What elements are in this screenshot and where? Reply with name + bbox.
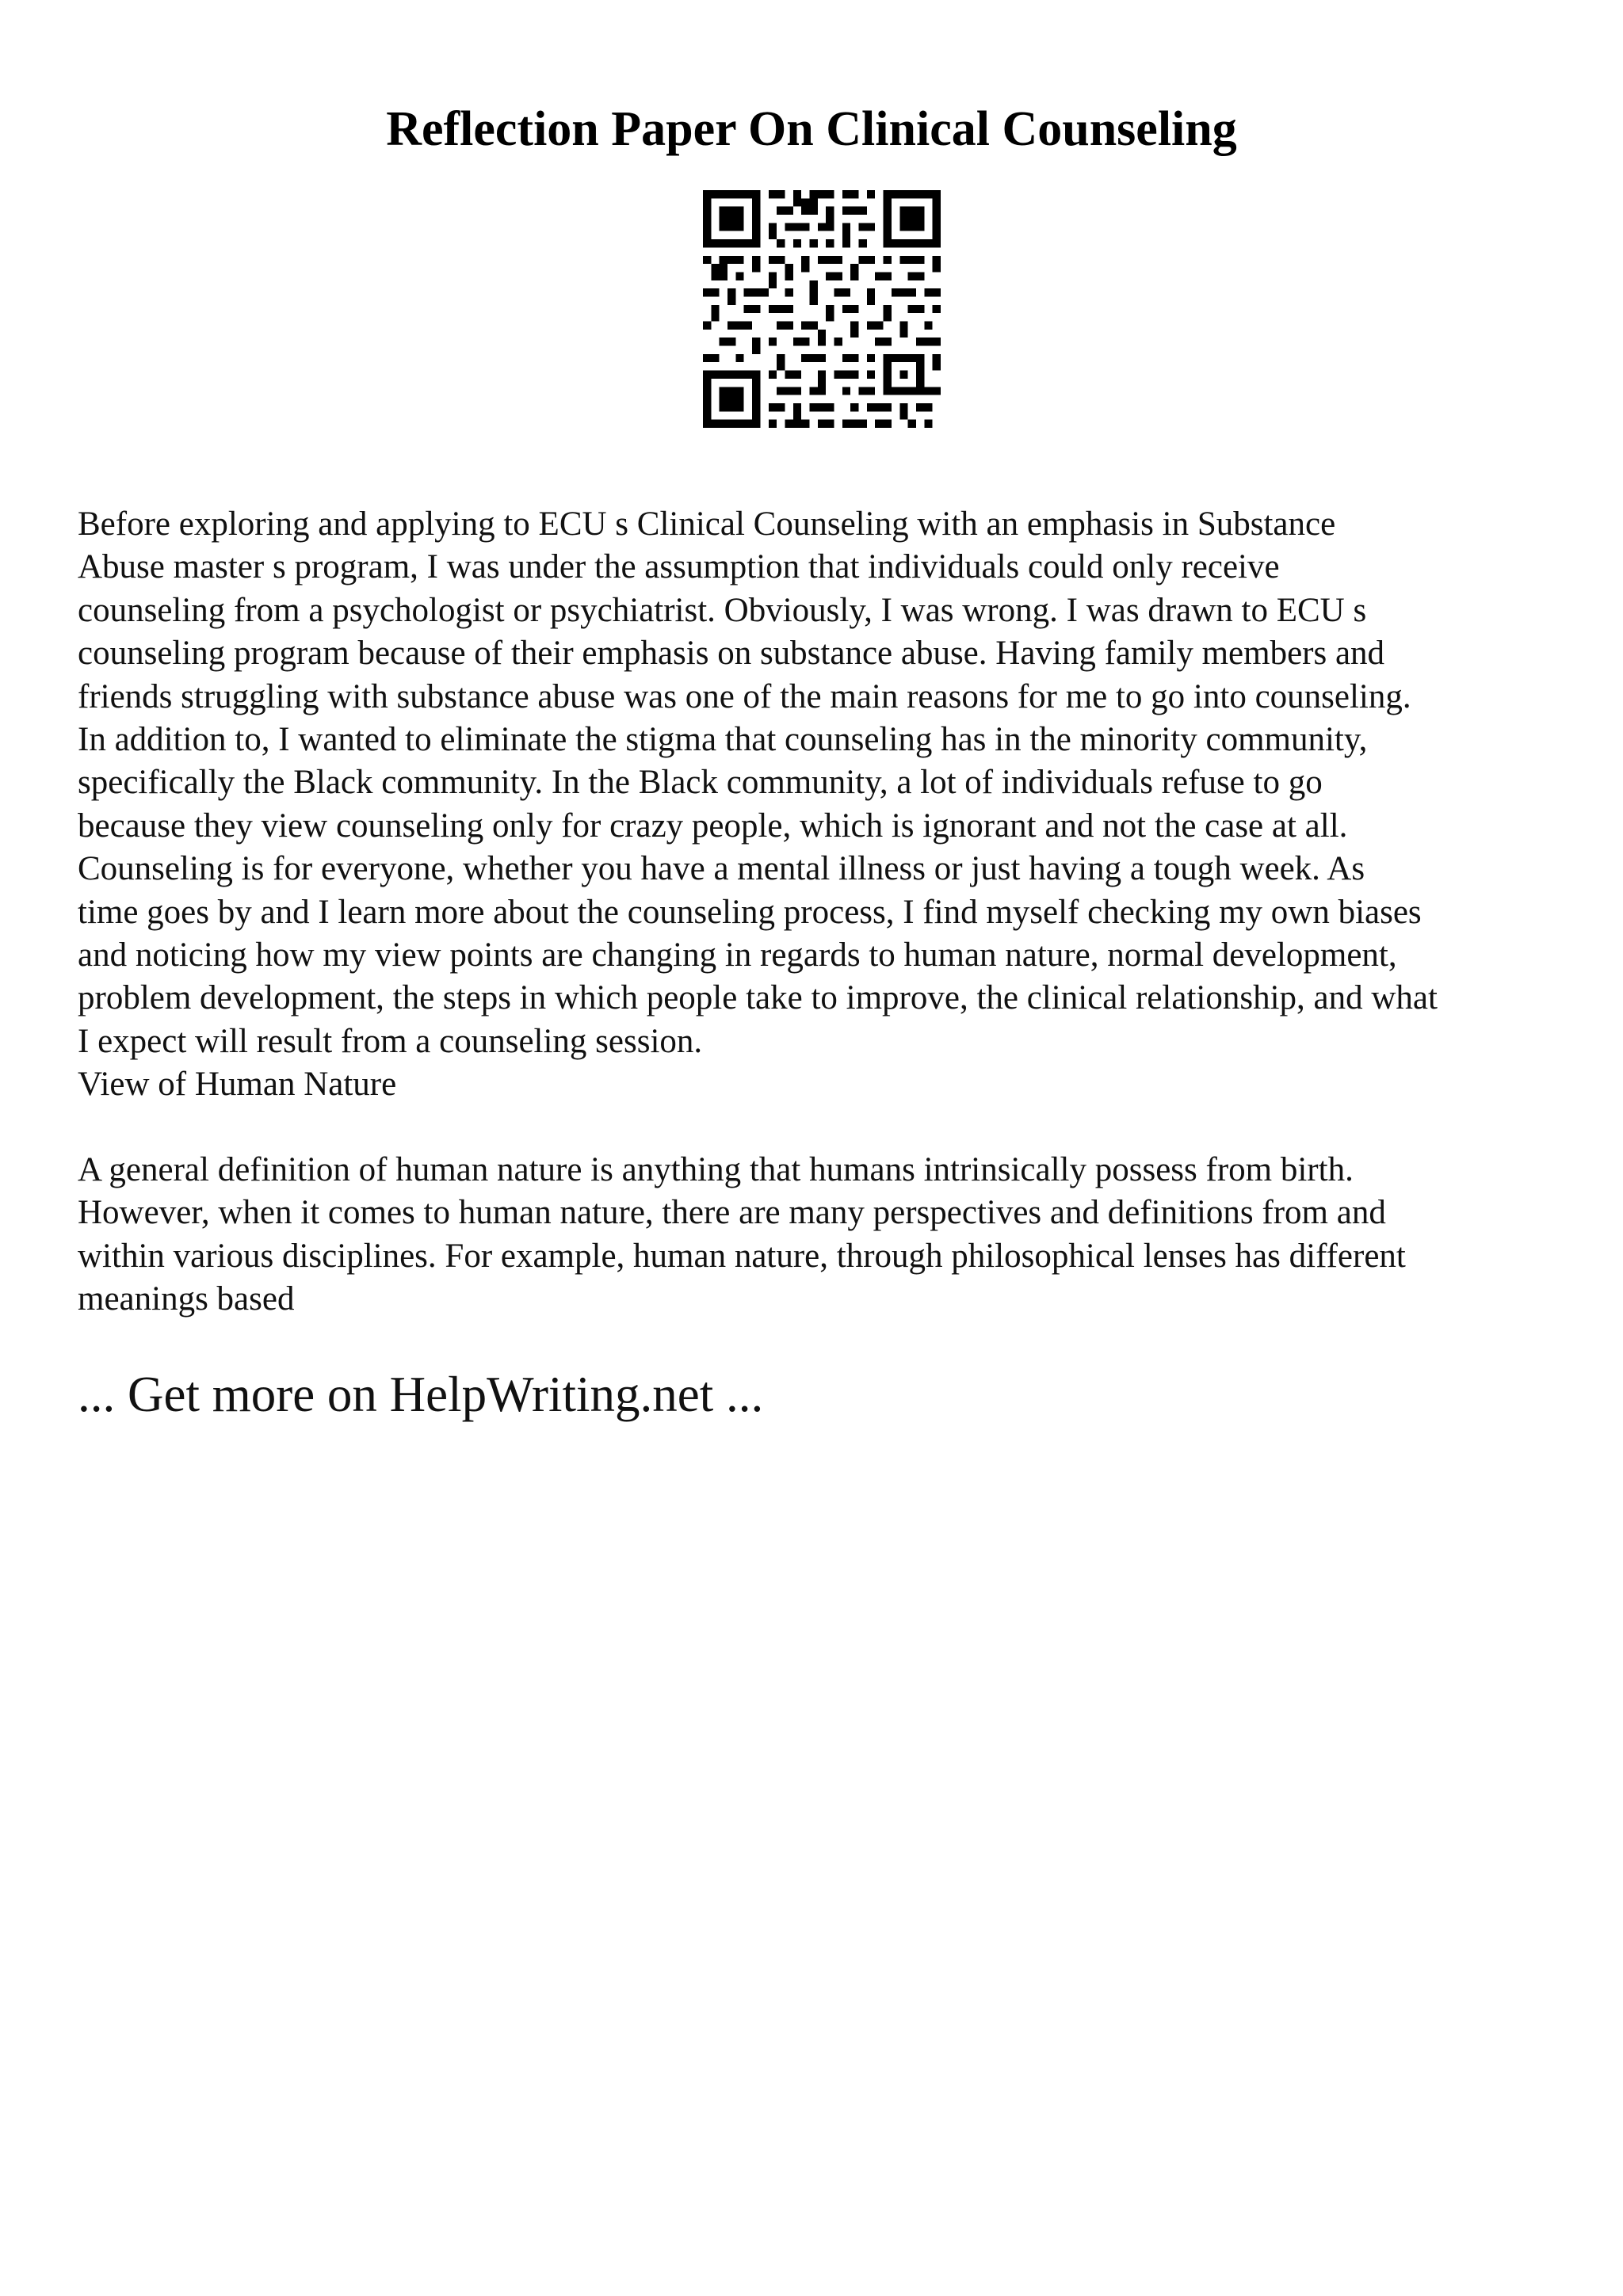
text-line: specifically the Black community. In the Black community, a lot of individuals refuse to go	[78, 764, 1323, 802]
text-line: because they view counseling only for crazy people, which is ignorant and not the case at all.	[78, 807, 1348, 845]
text-line: meanings based	[78, 1280, 295, 1318]
qr-code-icon[interactable]	[703, 190, 941, 428]
text-line: However, when it comes to human nature, there are many perspectives and definitions from and	[78, 1194, 1386, 1232]
document-title: Reflection Paper On Clinical Counseling	[386, 102, 1237, 156]
text-line: counseling program because of their emphasis on substance abuse. Having family members and	[78, 635, 1385, 673]
text-line: problem development, the steps in which people take to improve, the clinical relationship, and what	[78, 979, 1438, 1017]
get-more-link[interactable]: ... Get more on HelpWriting.net ...	[78, 1367, 764, 1422]
text-line: I expect will result from a counseling session.	[78, 1022, 703, 1060]
text-line: friends struggling with substance abuse was one of the main reasons for me to go into counseling.	[78, 677, 1411, 715]
text-line: counseling from a psychologist or psychiatrist. Obviously, I was wrong. I was drawn to ECU s	[78, 591, 1367, 629]
text-line: within various disciplines. For example, human nature, through philosophical lenses has different	[78, 1237, 1406, 1275]
paragraph-intro	[78, 503, 1568, 1063]
section-heading	[78, 1063, 1568, 1106]
text-line: Counseling is for everyone, whether you have a mental illness or just having a tough week. As	[78, 850, 1365, 888]
text-line: In addition to, I wanted to eliminate the stigma that counseling has in the minority community,	[78, 721, 1368, 759]
paragraph-human-nature	[78, 1149, 1568, 1322]
text-line: Before exploring and applying to ECU s Clinical Counseling with an emphasis in Substance	[78, 505, 1336, 543]
text-line: time goes by and I learn more about the counseling process, I find myself checking my own biases	[78, 893, 1422, 931]
text-line: Abuse master s program, I was under the assumption that individuals could only receive	[78, 548, 1280, 586]
section-heading-text: View of Human Nature	[78, 1066, 397, 1103]
text-line: A general definition of human nature is anything that humans intrinsically possess from birth.	[78, 1151, 1354, 1188]
text-line: and noticing how my view points are changing in regards to human nature, normal development,	[78, 936, 1397, 974]
